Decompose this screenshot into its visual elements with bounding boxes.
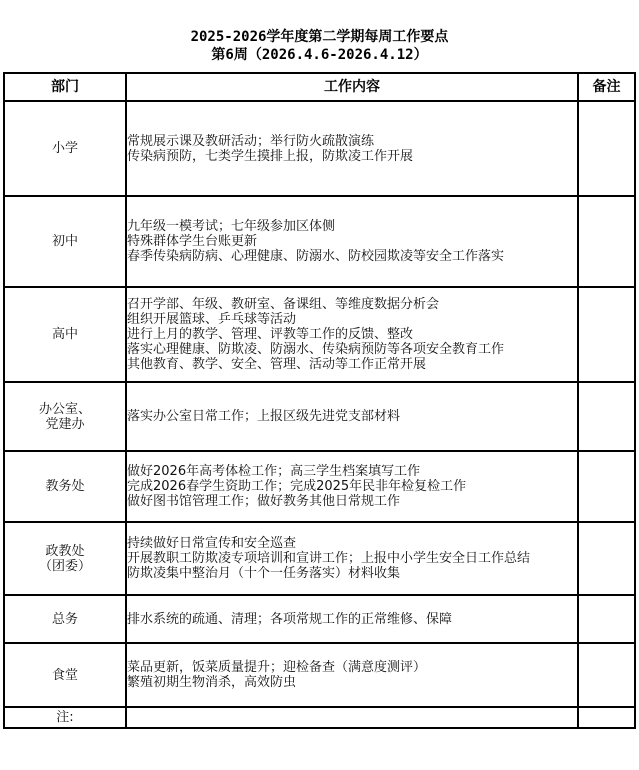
content-line: 完成2026春学生资助工作；完成2025年民非年检复检工作 [127,479,467,494]
remarks-cell [578,287,635,382]
content-line: 防欺凌集中整治月（十个一任务落实）材料收集 [127,566,401,581]
content-cell [126,287,578,382]
content-cell [126,451,578,522]
department-cell [4,101,126,196]
footnote-content [126,707,578,728]
department-cell [4,522,126,595]
remarks-cell [578,595,635,643]
content-line: 做好图书馆管理工作；做好教务其他日常规工作 [127,494,401,509]
department-label: 党建办 [45,416,85,432]
department-label: 总务 [51,611,78,627]
department-label: 小学 [51,141,78,156]
remarks-cell [578,101,635,196]
content-line: 进行上月的教学、管理、评教等工作的反馈、整改 [127,327,414,342]
content-line: 落实心理健康、防欺凌、防溺水、传染病预防等各项安全教育工作 [127,342,505,357]
document-title: 2025-2026学年度第二学期每周工作要点 [190,29,449,45]
remarks-cell [578,643,635,707]
header-department: 部门 [4,73,126,101]
content-cell [126,522,578,595]
content-cell [126,643,578,707]
department-label: 食堂 [51,667,78,683]
content-line: 春季传染病防病、心理健康、防溺水、防校园欺凌等安全工作落实 [127,249,505,264]
content-line: 做好2026年高考体检工作；高三学生档案填写工作 [127,464,421,479]
content-line: 落实办公室日常工作；上报区级先进党支部材料 [127,409,401,424]
content-cell [126,382,578,451]
table-row-academic-affairs [4,451,635,522]
document-subtitle: 第6周（2026.4.6-2026.4.12） [211,47,428,63]
remarks-cell [578,522,635,595]
content-line: 特殊群体学生台账更新 [127,234,258,249]
content-line: 常规展示课及教研活动；举行防火疏散演练 [127,133,375,149]
content-line: 传染病预防，七类学生摸排上报，防欺凌工作开展 [127,148,414,164]
table-row-political-education [4,522,635,595]
content-line: 开展教职工防欺凌专项培训和宣讲工作；上报中小学生安全日工作总结 [127,551,531,566]
department-label: 政教处 [45,543,85,559]
department-cell [4,451,126,522]
department-label: 初中 [51,234,78,249]
header-content: 工作内容 [126,73,578,101]
remarks-cell [578,382,635,451]
department-label: 办公室、 [38,401,91,417]
content-cell [126,101,578,196]
table-row-general-affairs [4,595,635,643]
content-cell [126,595,578,643]
remarks-cell [578,451,635,522]
content-line: 繁殖初期生物消杀，高效防虫 [127,675,297,690]
table-row-office [4,382,635,451]
department-cell [4,643,126,707]
department-label: 教务处 [45,479,85,494]
table-row-primary [4,101,635,196]
remarks-cell [578,196,635,287]
department-cell [4,196,126,287]
department-label: 高中 [51,327,78,342]
content-cell [126,196,578,287]
header-row [4,73,635,101]
table-row-footnote [4,707,635,728]
content-line: 九年级一模考试；七年级参加区体侧 [127,219,336,234]
content-line: 排水系统的疏通、清理；各项常规工作的正常维修、保障 [127,611,453,627]
department-cell [4,595,126,643]
table-row-canteen [4,643,635,707]
weekly-work-table [3,72,636,729]
header-remarks: 备注 [578,73,635,101]
table-row-senior-high [4,287,635,382]
footnote-remarks [578,707,635,728]
table-row-junior-high [4,196,635,287]
content-line: 组织开展篮球、乒乓球等活动 [127,312,297,327]
content-line: 持续做好日常宣传和安全巡查 [127,536,297,551]
content-line: 召开学部、年级、教研室、备课组、等维度数据分析会 [127,297,440,312]
content-line: 其他教育、教学、安全、管理、活动等工作正常开展 [127,357,427,372]
footnote-label: 注: [4,707,126,728]
department-cell [4,382,126,451]
department-cell [4,287,126,382]
department-label: （团委） [38,558,91,574]
content-line: 菜品更新，饭菜质量提升；迎检备查（满意度测评） [127,660,427,675]
